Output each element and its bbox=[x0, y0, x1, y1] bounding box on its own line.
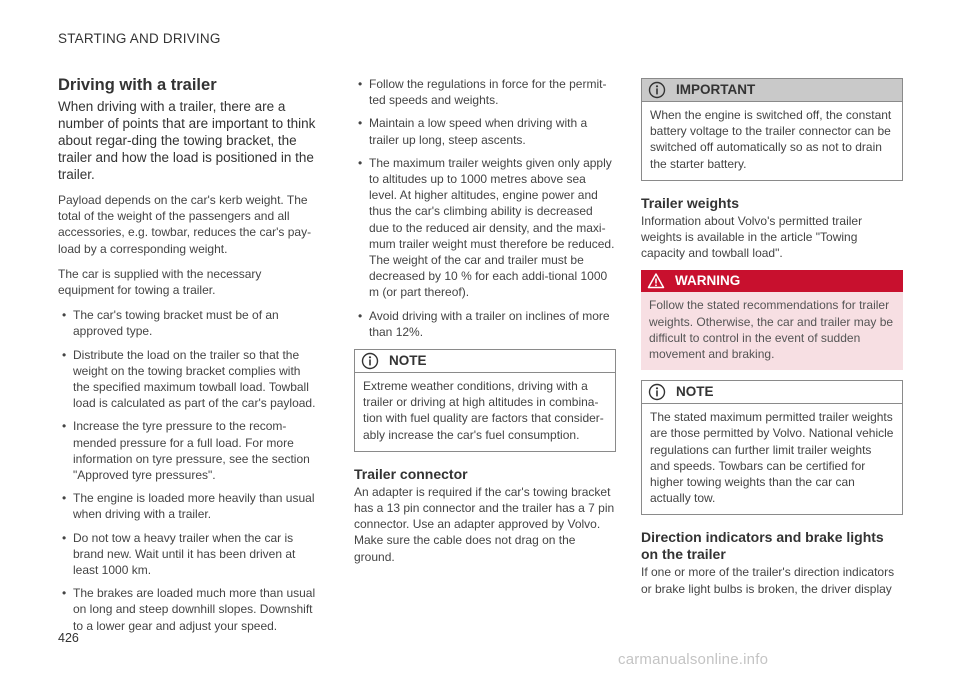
important-header bbox=[642, 79, 902, 102]
warning-triangle-icon bbox=[647, 272, 665, 290]
bullet-icon: • bbox=[62, 530, 67, 545]
warning-label: WARNING bbox=[675, 273, 741, 289]
watermark: carmanualsonline.info bbox=[618, 651, 769, 668]
bullet-icon: • bbox=[62, 491, 67, 506]
list-item: • The engine is loaded more heavily than usual when driving with a trailer. bbox=[62, 491, 315, 522]
equipment-paragraph: The car is supplied with the necessary equipment for towing a trailer. bbox=[58, 266, 262, 298]
lead-paragraph: When driving with a trailer, there are a number of points that are important to think about regar-ding the towing bracket, the trailer and how the load is positioned in the trailer. bbox=[58, 99, 316, 182]
note-label: NOTE bbox=[389, 352, 427, 368]
list-item: • Follow the regulations in force for the permit-ted speeds and weights. bbox=[358, 77, 607, 108]
info-circle-icon bbox=[648, 383, 666, 401]
info-circle-icon bbox=[361, 352, 379, 370]
list-item: • The car's towing bracket must be of an approved type. bbox=[62, 308, 279, 339]
note-box bbox=[354, 349, 616, 452]
bullet-icon: • bbox=[358, 155, 363, 170]
note-label-2: NOTE bbox=[676, 384, 714, 400]
indicators-text: If one or more of the trailer's direction indicators or brake light bulbs is broken, the driver display bbox=[641, 565, 895, 596]
list-item: • The brakes are loaded much more than usual on long and steep downhill slopes. Downshift to a lower gear and adjust your speed. bbox=[62, 586, 316, 633]
bullet-icon: • bbox=[358, 116, 363, 131]
warning-text: Follow the stated recommendations for trailer weights. Otherwise, the car and trailer may be difficult to control in the event of sudden movement and braking. bbox=[649, 298, 894, 362]
important-text: When the engine is switched off, the constant battery voltage to the trailer connector can be switched off automatically so as not to drain the starter battery. bbox=[650, 108, 892, 171]
note-header-2 bbox=[642, 381, 902, 404]
column-1 bbox=[58, 76, 320, 641]
trailer-weights-heading: Trailer weights bbox=[641, 194, 740, 211]
bullet-icon: • bbox=[62, 419, 67, 434]
section-title: Driving with a trailer bbox=[58, 76, 217, 94]
indicators-heading: Direction indicators and brake lights on the trailer bbox=[641, 529, 884, 563]
warning-box bbox=[641, 270, 903, 370]
bullet-icon: • bbox=[358, 308, 363, 323]
bullet-icon: • bbox=[62, 308, 67, 323]
bullet-icon: • bbox=[62, 586, 67, 601]
list-item: • Increase the tyre pressure to the recom-mended pressure for a full load. For more information on tyre pressure, see the section "Approved tyre pressures". bbox=[62, 419, 310, 483]
note-text-2: The stated maximum permitted trailer weights are those permitted by Volvo. National vehicle regulations can further limit trailer weights and speeds. Towbars can be certified for higher towing weights than the car can actually tow. bbox=[650, 410, 894, 506]
payload-paragraph: Payload depends on the car's kerb weight. The total of the weight of the passengers and all accessories, e.g. towbar, reduces the car's pay-load by a corresponding weight. bbox=[58, 193, 312, 256]
bullet-list-1 bbox=[58, 307, 320, 634]
warning-header bbox=[641, 270, 903, 292]
column-2 bbox=[354, 76, 616, 574]
running-header: STARTING AND DRIVING bbox=[58, 31, 221, 46]
trailer-weights-text: Information about Volvo's permitted trailer weights is available in the article "Towing capacity and towball load". bbox=[641, 213, 863, 261]
list-item: • Maintain a low speed when driving with a trailer up long, steep ascents. bbox=[358, 116, 588, 147]
trailer-connector-text: An adapter is required if the car's towing bracket has a 13 pin connector and the trailer has a 7 pin connector. Use an adapter approved by Volvo. Make sure the cable does not drag on the ground. bbox=[354, 484, 615, 564]
important-label: IMPORTANT bbox=[676, 81, 756, 97]
bullet-list-2 bbox=[354, 76, 616, 340]
bullet-icon: • bbox=[358, 77, 363, 91]
important-box bbox=[641, 78, 903, 181]
list-item: • The maximum trailer weights given only apply to altitudes up to 1000 metres above sea level. At higher altitudes, engine power and thus the car's climbing ability is decreased due to the reduced air density, and the maxi-mum trailer weight must therefore be reduced. The weight of the car and trailer must be decreased by 10 % for each addi-tional 1000 m (or part thereof). bbox=[358, 155, 615, 300]
note-box-2 bbox=[641, 380, 903, 515]
bullet-icon: • bbox=[62, 347, 67, 362]
info-circle-icon bbox=[648, 81, 666, 99]
list-item: • Avoid driving with a trailer on inclines of more than 12%. bbox=[358, 308, 610, 339]
page-number: 426 bbox=[58, 631, 79, 645]
list-item: • Do not tow a heavy trailer when the car is brand new. Wait until it has been driven at least 1000 km. bbox=[62, 530, 296, 578]
note-header bbox=[355, 350, 615, 373]
column-3 bbox=[641, 76, 903, 606]
note-text: Extreme weather conditions, driving with a trailer or driving at high altitudes in combina-tion with fuel quality are factors that consider-ably increase the car's fuel consumption. bbox=[363, 379, 604, 442]
trailer-connector-heading: Trailer connector bbox=[354, 465, 468, 482]
list-item: • Distribute the load on the trailer so that the weight on the towing bracket complies with the specified maximum towball load. Towball load is calculated as part of the car's payload. bbox=[62, 347, 316, 411]
